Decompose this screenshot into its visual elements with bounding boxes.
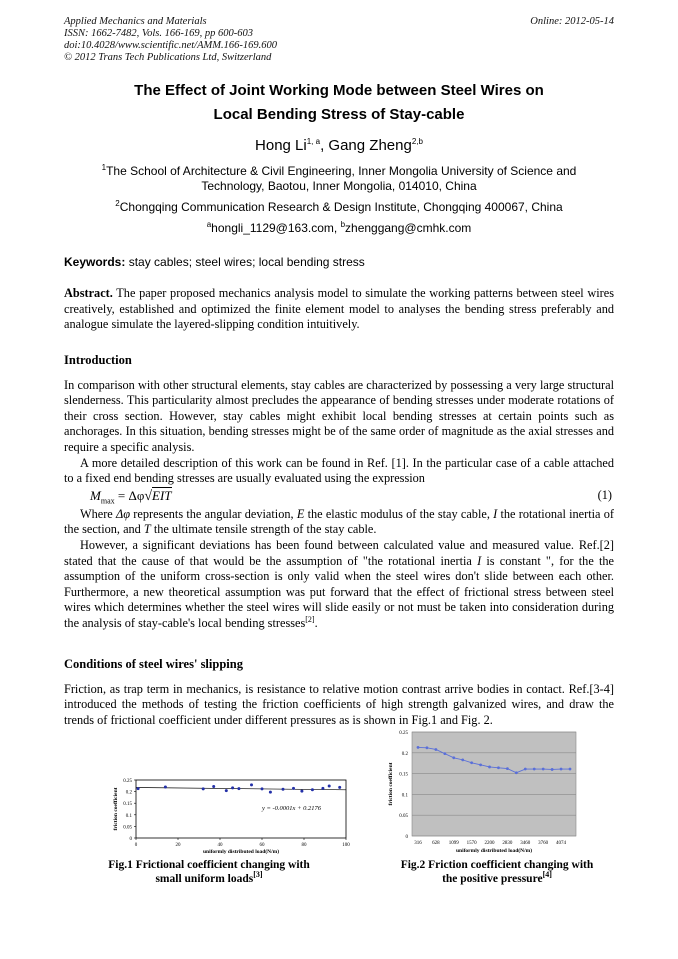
fig1-y-tick-label: 0.1 [125, 813, 132, 819]
fig2-x-tick-label: 628 [432, 841, 440, 846]
fig2-data-point [461, 758, 464, 761]
introduction-section [64, 353, 614, 632]
intro-p1: In comparison with other structural elements, stay cables are characterized by possessing a very large structural slenderness. This particularity almost precludes the appearance of bending stresses under moderate rotations of their cross section. However, stay cables might exhibit local bending stresses at certain points such as anchorages. In this situation, bending stresses might be of the same order of magnitude as the axial stresses and require a specific analysis. [64, 377, 614, 454]
p4-a: However, a significant deviations has been found between calculated value and measured value. Ref.[2] stated that the cause of that would be the assumption of "the rotational inertia [64, 537, 614, 568]
fig1-data-point [321, 787, 324, 790]
fig2-y-tick-label: 0.25 [399, 731, 408, 736]
affil1-line2: Technology, Baotou, Inner Mongolia, 014010, China [201, 179, 477, 193]
online-date: Online: 2012-05-14 [530, 16, 614, 27]
email-a-sup: a [206, 220, 212, 229]
fig1-x-tick-label: 40 [217, 843, 223, 848]
fig2-x-tick-label: 1570 [466, 841, 477, 846]
conditions-section [64, 657, 614, 728]
fig1-data-point [328, 785, 331, 788]
paper-title-line2: Local Bending Stress of Stay-cable [213, 106, 465, 123]
fig1-y-tick-label: 0.25 [123, 779, 132, 784]
figure-2-caption [362, 858, 632, 886]
fig1-data-point [261, 787, 264, 790]
fig2-data-point [524, 768, 527, 771]
fig1-data-point [250, 783, 253, 786]
eq-mid: = Δφ [114, 487, 145, 503]
emails [0, 221, 678, 235]
p4-end: . [314, 615, 318, 630]
p4-ref: [2] [305, 614, 315, 624]
paper-title-line1: The Effect of Joint Working Mode between Steel Wires on [134, 82, 544, 99]
eq-m: M [90, 487, 101, 503]
p3-b: represents the angular deviation, [130, 506, 297, 521]
fig2-data-point [497, 766, 500, 769]
fig1-data-point [292, 787, 295, 790]
author-separator: , [320, 137, 329, 154]
fig1-data-point [231, 786, 234, 789]
abstract [64, 286, 614, 333]
email-a: hongli_1129@163.com, [211, 221, 341, 235]
fig2-data-point [488, 766, 491, 769]
fig2-x-tick-label: 2830 [502, 841, 513, 846]
p4-b: is constant ", for the the assumption of the uniform cross-section is only valid when the steel wires don't slide between each other. Furthermore, a new theoretical assumption was put forward that the effect of frictional stress between steel wires which determines whether the steel wires will slide easily or not must be taken into consideration during the analysis of stay-cable's local bending stresses [64, 553, 614, 630]
fig2-data-point [515, 771, 518, 774]
fig2-y-tick-label: 0.2 [401, 751, 408, 757]
journal-header [64, 16, 277, 64]
abstract-label: Abstract. [64, 286, 113, 300]
keywords-label: Keywords: [64, 255, 126, 269]
fig2-x-axis-label: uniformly distributed load(N/m) [455, 848, 533, 854]
fig2-x-tick-label: 316 [414, 841, 422, 846]
fig2-y-tick-label: 0 [405, 835, 408, 840]
sqrt-icon: √ [144, 488, 153, 504]
fig1-x-axis-label: uniformly distributed load(N/m) [202, 849, 280, 855]
intro-p4 [64, 538, 614, 632]
journal-name: Applied Mechanics and Materials [64, 16, 207, 27]
fig1-y-tick-label: 0.2 [125, 790, 132, 796]
fig1-data-point [212, 785, 215, 788]
p3-d: the rotational inertia of the section, and [64, 506, 615, 537]
p3-e: the ultimate tensile strength of the stay cable. [150, 522, 377, 537]
doi: doi:10.4028/www.scientific.net/AMM.166-169.600 [64, 40, 277, 51]
p3-T: T [143, 522, 151, 537]
author-2-sup: 2,b [411, 137, 423, 146]
author-1: Hong Li [255, 137, 307, 154]
fig1-trendline-label: y = -0.0001x + 0.2176 [262, 805, 321, 813]
fig2-data-point [470, 761, 473, 764]
fig2-plot-area [412, 732, 576, 836]
fig1-x-tick-label: 60 [259, 843, 265, 848]
authors [0, 137, 678, 154]
fig1-data-point [269, 791, 272, 794]
abstract-text: The paper proposed mechanics analysis model to simulate the working patterns between steel wires creatively, established and optimized the finite element model to analyses the bending stress preferably and analogue simulate the layered-slipping condition intuitively. [64, 286, 614, 332]
author-1-sup: 1, a [306, 137, 321, 146]
p3-dphi: Δφ [116, 506, 131, 521]
figure-1-chart [108, 774, 358, 856]
p4-I: I [477, 553, 482, 568]
fig2-data-point [533, 768, 536, 771]
issn: ISSN: 1662-7482, Vols. 166-169, pp 600-603 [64, 28, 253, 39]
eq-lhs [90, 488, 172, 509]
fig2-caption-line2: the positive pressure [442, 873, 543, 885]
eq-sub: max [100, 496, 115, 506]
p3-a: Where [80, 506, 117, 521]
conditions-p1: Friction, as trap term in mechanics, is resistance to relative motion contrast arrive bodies in contact. Ref.[3-4] introduced the methods of testing the friction coefficients of high strength galvanized wires, and draw the trends of frictional coefficient under different pressures as is shown in Fig.1 and Fig. 2. [64, 681, 614, 727]
fig1-data-point [282, 788, 285, 791]
keywords-text: stay cables; steel wires; local bending stress [125, 255, 365, 269]
fig2-data-point [569, 768, 572, 771]
fig2-data-point [452, 756, 455, 759]
fig1-caption-line2: small uniform loads [155, 873, 254, 885]
fig2-x-tick-label: 2200 [484, 841, 495, 846]
fig1-y-tick-label: 0.15 [123, 802, 132, 808]
keywords [64, 255, 365, 269]
fig1-data-point [137, 787, 140, 790]
intro-p2: A more detailed description of this work can be found in Ref. [1]. In the particular case of a cable attached to a fixed end bending stresses are usually evaluated using the expression [64, 455, 614, 486]
fig1-data-point [237, 787, 240, 790]
copyright: © 2012 Trans Tech Publications Ltd, Switzerland [64, 52, 272, 63]
fig2-x-tick-label: 3460 [520, 841, 531, 846]
fig2-x-tick-label: 1099 [448, 841, 459, 846]
author-2: Gang Zheng [328, 137, 412, 154]
fig2-caption-line1: Fig.2 Friction coefficient changing with [400, 859, 594, 871]
fig2-y-tick-label: 0.1 [401, 793, 408, 799]
fig1-data-point [311, 788, 314, 791]
fig1-caption-ref: [3] [253, 870, 263, 880]
intro-p3 [64, 507, 614, 538]
fig2-data-point [434, 748, 437, 751]
fig1-data-point [338, 786, 341, 789]
fig1-x-tick-label: 100 [342, 843, 350, 848]
fig2-data-point [426, 746, 429, 749]
fig1-x-tick-label: 20 [175, 843, 181, 848]
affil1-sup: 1 [101, 163, 107, 172]
equation-1 [64, 487, 614, 505]
fig2-data-point [417, 746, 420, 749]
fig1-data-point [202, 787, 205, 790]
affiliation-1 [0, 164, 678, 194]
affil2-sup: 2 [115, 199, 120, 208]
fig2-x-tick-label: 4074 [556, 841, 567, 846]
fig2-y-tick-label: 0.05 [399, 814, 408, 820]
fig1-y-tick-label: 0 [129, 837, 132, 842]
affiliation-2 [0, 200, 678, 214]
fig2-data-point [542, 768, 545, 771]
fig2-data-point [506, 767, 509, 770]
affil2-text: Chongqing Communication Research & Design Institute, Chongqing 400067, China [119, 200, 563, 214]
fig2-y-axis-label: friction coefficient [388, 762, 394, 806]
fig1-y-tick-label: 0.05 [123, 825, 132, 831]
fig2-data-point [479, 763, 482, 766]
fig1-data-point [164, 785, 167, 788]
fig1-data-point [225, 789, 228, 792]
fig2-caption-ref: [4] [542, 870, 552, 880]
fig2-y-tick-label: 0.15 [399, 772, 408, 778]
intro-heading: Introduction [64, 353, 132, 367]
figure-2-chart [380, 726, 580, 856]
fig1-data-point [300, 790, 303, 793]
fig2-x-tick-label: 3760 [538, 841, 549, 846]
fig2-data-point [560, 768, 563, 771]
affil1-text: The School of Architecture & Civil Engineering, Inner Mongolia University of Science and [106, 164, 577, 178]
p3-E: E [296, 506, 305, 521]
fig2-data-point [551, 768, 554, 771]
eq-number: (1) [597, 487, 612, 502]
p3-c: the elastic modulus of the stay cable, [304, 506, 494, 521]
figure-1-caption [64, 858, 354, 886]
fig1-x-tick-label: 80 [301, 843, 307, 848]
fig1-y-axis-label: friction coefficient [113, 787, 119, 831]
email-b-sup: b [340, 220, 346, 229]
fig1-caption-line1: Fig.1 Frictional coefficient changing with [108, 859, 310, 871]
fig2-data-point [443, 752, 446, 755]
conditions-heading: Conditions of steel wires' slipping [64, 657, 243, 671]
p3-I: I [493, 506, 498, 521]
eq-root: EIT [152, 487, 172, 503]
email-b: zhenggang@cmhk.com [345, 221, 472, 235]
fig1-x-tick-label: 0 [134, 843, 138, 848]
